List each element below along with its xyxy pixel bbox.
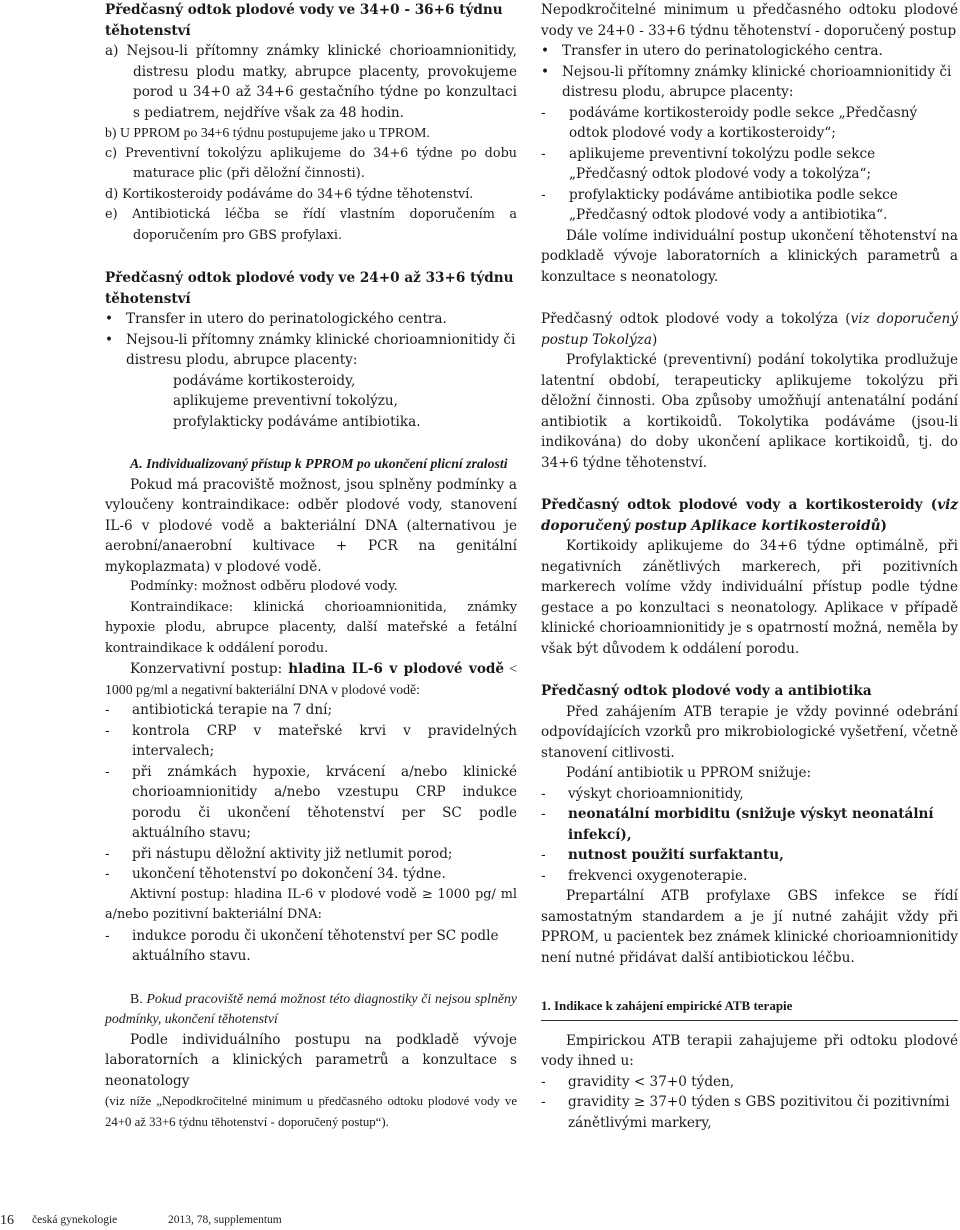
section-heading: Předčasný odtok plodové vody ve 24+0 až 33+6 týdnu těhotenství bbox=[105, 270, 514, 307]
paragraph: Podmínky: možnost odběru plodové vody. bbox=[130, 579, 398, 594]
dash-item: - gravidity < 37+0 týden, bbox=[541, 1073, 735, 1090]
paragraph: Empirickou ATB terapii zahajujeme při odtoku plodové vody ihned u: bbox=[541, 1032, 958, 1069]
dash-item: - frekvenci oxygenoterapie. bbox=[541, 867, 748, 884]
minimum-intro: Nepodkročitelné minimum u předčasného odtoku plodové vody ve 24+0 - 33+6 týdnu těhotenství - doporučený postup bbox=[541, 2, 958, 39]
list-item-b: b) U PPROM po 34+6 týdnu postupujeme jako u TPROM. bbox=[105, 125, 430, 140]
list-item-e: e) Antibiotická léčba se řídí vlastním doporučením a doporučením pro GBS profylaxi. bbox=[105, 207, 517, 243]
journal-issue: 2013, 78, supplementum bbox=[168, 1214, 282, 1226]
sub-list-item: aplikujeme preventivní tokolýzu, bbox=[173, 393, 398, 409]
paragraph: Konzervativní postup: hladina IL-6 v plodové vodě < 1000 pg/ml a negativní bakteriální DNA v plodové vodě: bbox=[105, 661, 517, 697]
sub-list bbox=[105, 371, 517, 433]
dash-item: - při nástupu děložní aktivity již netlumit porod; bbox=[105, 845, 453, 862]
dash-item: - nutnost použití surfaktantu, bbox=[541, 847, 784, 863]
bullet-item: • Transfer in utero do perinatologického centra. bbox=[105, 311, 447, 327]
dash-item: - indukce porodu či ukončení těhotenství per SC podle aktuálního stavu. bbox=[105, 927, 499, 964]
right-column bbox=[541, 0, 958, 1133]
dash-item: - kontrola CRP v mateřské krvi v pravidelných intervalech; bbox=[105, 722, 517, 759]
paragraph: Podle individuálního postupu na podkladě vývoje laboratorních a klinických parametrů a konzultace s neonatology bbox=[105, 1031, 517, 1089]
dash-item: - výskyt chorioamnionitidy, bbox=[541, 785, 744, 802]
section-heading: Předčasný odtok plodové vody a antibiotika bbox=[541, 683, 872, 699]
paragraph: Pokud má pracoviště možnost, jsou splněny podmínky a vyloučeny kontraindikace: odběr plodové vody, stanovení IL-6 v plodové vodě a bakteriální DNA (alternativou je aerobní/anaerobní kultivace + PCR na genitální mykoplazmata) v plodové vodě. bbox=[105, 476, 517, 575]
section-heading: Předčasný odtok plodové vody a tokolýza (viz doporučený postup Tokolýza) bbox=[541, 311, 958, 348]
paragraph: Aktivní postup: hladina IL-6 v plodové vodě ≥ 1000 pg/ ml a/nebo pozitivní bakteriální DNA: bbox=[105, 886, 517, 922]
dash-item: - antibiotická terapie na 7 dní; bbox=[105, 702, 333, 718]
dash-item: - gravidity ≥ 37+0 týden s GBS pozitivitou či pozitivními zánětlivými markery, bbox=[541, 1094, 950, 1131]
dash-item: - podáváme kortikosteroidy podle sekce „Předčasný odtok plodové vody a kortikosteroidy“; bbox=[541, 104, 918, 141]
subsection-heading-a: A. Individualizovaný přístup k PPROM po ukončení plicní zralosti bbox=[130, 456, 508, 471]
paragraph: Prepartální ATB profylaxe GBS infekce se řídí samostatným standardem a je jí nutné zahájit vždy při PPROM, u pacientek bez známek klinické chorioamnionitidy není nutné přidávat další antibiotickou léčbu. bbox=[541, 888, 958, 966]
subsection-heading-b: B. Pokud pracoviště nemá možnost této diagnostiky či nejsou splněny podmínky, ukončení těhotenství bbox=[105, 990, 517, 1026]
section-heading: Předčasný odtok plodové vody a kortikosteroidy (viz doporučený postup Aplikace kortikosteroidů) bbox=[541, 497, 958, 534]
paragraph: Před zahájením ATB terapie je vždy povinné odebrání odpovídajících vzorků pro mikrobiologické vyšetření, včetně stanovení citlivosti. bbox=[541, 703, 958, 761]
list-item-a: a) Nejsou-li přítomny známky klinické chorioamnionitidy, distresu plodu matky, abrupce placenty, provokujeme porod u 34+0 až 34+6 gestačního týdne po konzultaci s pediatrem, nejdříve však za 48 hodin. bbox=[105, 43, 517, 121]
journal-name: česká gynekologie bbox=[32, 1214, 118, 1226]
dash-item: - při známkách hypoxie, krvácení a/nebo klinické chorioamnionitidy a/nebo vzestupu CRP indukce porodu či ukončení těhotenství per SC podle aktuálního stavu; bbox=[105, 763, 517, 841]
page-number: 16 bbox=[0, 1213, 14, 1228]
paragraph: Dále volíme individuální postup ukončení těhotenství na podkladě vývoje laboratorních a klinických parametrů a konzultace s neonatology. bbox=[541, 227, 958, 285]
bullet-item: • Transfer in utero do perinatologického centra. bbox=[541, 43, 883, 59]
paragraph-note: (viz níže „Nepodkročitelné minimum u předčasného odtoku plodové vody ve 24+0 až 33+6 týdnu těhotenství - doporučený postup“). bbox=[105, 1094, 517, 1129]
dash-item: - neonatální morbiditu (snižuje výskyt neonatální infekcí), bbox=[541, 806, 934, 843]
paragraph: Kortikoidy aplikujeme do 34+6 týdne optimálně, při negativních zánětlivých markerech, při pozitivních markerech volíme vždy individuální přístup podle týdne gestace a po konzultaci s neonatology. Aplikace v případě klinické chorioamnionitidy je s opatrností možná, neměla by však být důvodem k oddálení porodu. bbox=[541, 538, 958, 657]
dash-item: - aplikujeme preventivní tokolýzu podle sekce „Předčasný odtok plodové vody a tokolýza“; bbox=[541, 145, 876, 182]
left-column bbox=[105, 0, 517, 1132]
paragraph: Podání antibiotik u PPROM snižuje: bbox=[566, 765, 812, 781]
paragraph: Kontraindikace: klinická chorioamnionitida, známky hypoxie plodu, abrupce placenty, další mateřské a fetální kontraindikace k oddálení porodu. bbox=[105, 599, 517, 656]
bullet-item: • Nejsou-li přítomny známky klinické chorioamnionitidy či distresu plodu, abrupce placenty: bbox=[105, 331, 516, 368]
dash-item: - ukončení těhotenství po dokončení 34. týdne. bbox=[105, 866, 446, 882]
paragraph: Profylaktické (preventivní) podání tokolytika prodlužuje latentní období, terapeuticky aplikujeme tokolýzu při děložní činnosti. Oba způsoby umožňují antenatální podání antibiotik a kortikoidů. Tokolytika podáváme (jsou-li indikována) do doby ukončení aplikace kortikoidů, tj. do 34+6 týdne těhotenství. bbox=[541, 352, 958, 471]
dash-item: - profylakticky podáváme antibiotika podle sekce „Předčasný odtok plodové vody a antibiotika“. bbox=[541, 186, 898, 223]
sub-list-item: podáváme kortikosteroidy, bbox=[173, 372, 356, 389]
numbered-heading: 1. Indikace k zahájení empirické ATB terapie bbox=[541, 996, 958, 1021]
bullet-item: • Nejsou-li přítomny známky klinické chorioamnionitidy či distresu plodu, abrupce placenty: bbox=[541, 63, 952, 100]
section-heading: Předčasný odtok plodové vody ve 34+0 - 36+6 týdnu těhotenství bbox=[105, 2, 503, 39]
list-item-c: c) Preventivní tokolýzu aplikujeme do 34+6 týdne po dobu maturace plic (při děložní činnosti). bbox=[105, 145, 517, 181]
list-item-d: d) Kortikosteroidy podáváme do 34+6 týdne těhotenství. bbox=[105, 186, 474, 202]
sub-list-item: profylakticky podáváme antibiotika. bbox=[173, 413, 421, 430]
